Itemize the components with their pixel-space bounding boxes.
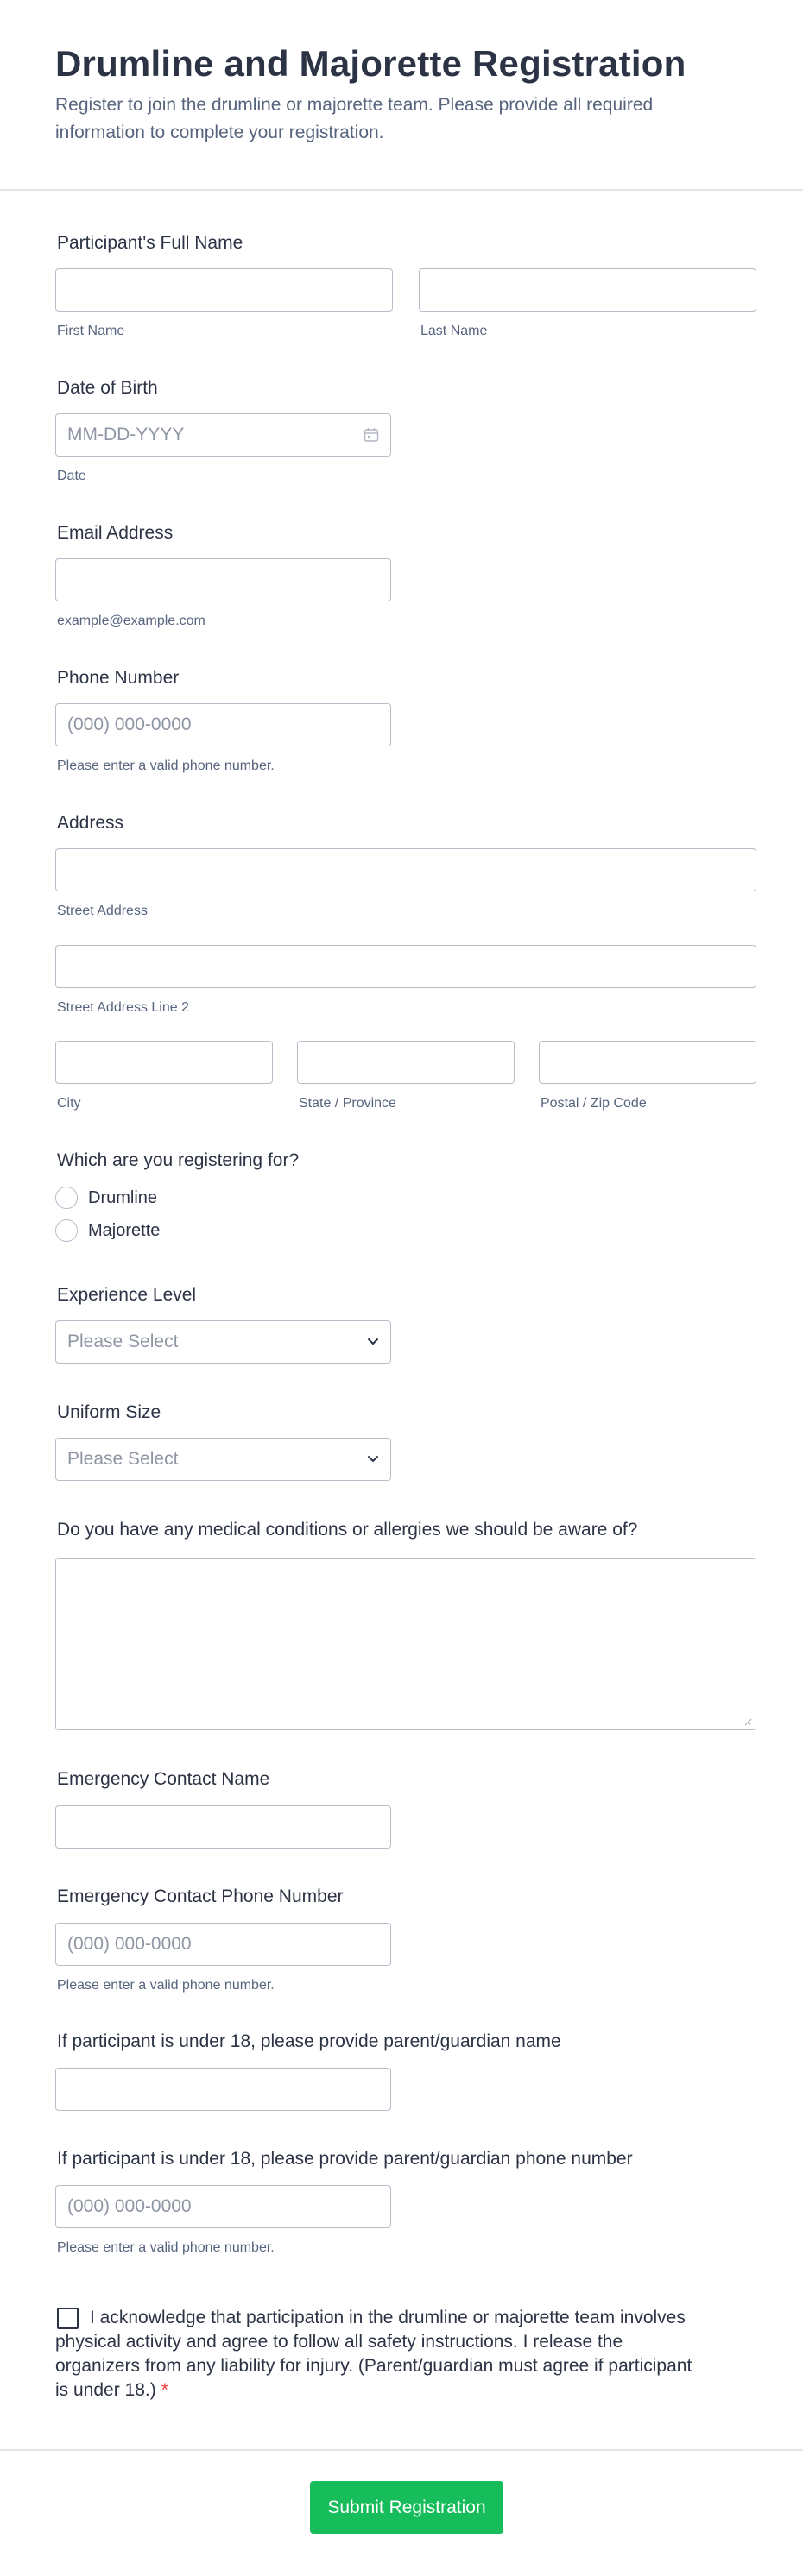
radio-label: Majorette bbox=[88, 1220, 161, 1240]
city-sublabel: City bbox=[57, 1096, 81, 1111]
medical-textarea[interactable] bbox=[55, 1558, 756, 1730]
uniform-label: Uniform Size bbox=[57, 1402, 161, 1422]
first-name-input[interactable] bbox=[55, 268, 393, 312]
guardian-phone-label: If participant is under 18, please provide parent/guardian phone number bbox=[57, 2149, 633, 2169]
phone-sublabel: Please enter a valid phone number. bbox=[57, 759, 275, 773]
dob-input[interactable] bbox=[55, 413, 391, 457]
radio-button[interactable] bbox=[55, 1219, 78, 1242]
street-address-line2-sublabel: Street Address Line 2 bbox=[57, 1000, 189, 1015]
city-input[interactable] bbox=[55, 1041, 273, 1084]
calendar-icon[interactable] bbox=[364, 427, 379, 443]
last-name-input[interactable] bbox=[419, 268, 756, 312]
dob-label: Date of Birth bbox=[57, 378, 158, 398]
state-input[interactable] bbox=[297, 1041, 515, 1084]
emergency-phone-input[interactable] bbox=[55, 1923, 391, 1966]
phone-input[interactable] bbox=[55, 703, 391, 746]
radio-option-majorette[interactable] bbox=[55, 1219, 160, 1243]
email-sublabel: example@example.com bbox=[57, 614, 205, 628]
emergency-phone-sublabel: Please enter a valid phone number. bbox=[57, 1978, 275, 1993]
acknowledgement-label: I acknowledge that participation in the drumline or majorette team involves physical activity and agree to follow all safety instructions. I release the organizers from any liability for injury. (Parent/guardian must agree if participant is under 18.) bbox=[55, 2308, 692, 2400]
required-asterisk: * bbox=[161, 2380, 168, 2400]
zip-input[interactable] bbox=[539, 1041, 756, 1084]
uniform-select[interactable] bbox=[55, 1438, 391, 1481]
chevron-down-icon bbox=[366, 1337, 380, 1347]
form-title: Drumline and Majorette Registration bbox=[55, 43, 686, 84]
resize-handle-icon[interactable] bbox=[743, 1717, 752, 1726]
radio-option-drumline[interactable] bbox=[55, 1186, 157, 1210]
phone-label: Phone Number bbox=[57, 668, 180, 688]
emergency-phone-label: Emergency Contact Phone Number bbox=[57, 1886, 344, 1906]
experience-select[interactable] bbox=[55, 1320, 391, 1364]
guardian-phone-sublabel: Please enter a valid phone number. bbox=[57, 2240, 275, 2255]
dob-sublabel: Date bbox=[57, 469, 86, 483]
email-label: Email Address bbox=[57, 523, 174, 543]
phone-placeholder: (000) 000-0000 bbox=[67, 715, 192, 734]
street-address-line2-input[interactable] bbox=[55, 945, 756, 988]
radio-label: Drumline bbox=[88, 1187, 158, 1207]
emergency-name-input[interactable] bbox=[55, 1805, 391, 1849]
zip-sublabel: Postal / Zip Code bbox=[541, 1096, 647, 1111]
state-sublabel: State / Province bbox=[299, 1096, 396, 1111]
guardian-phone-placeholder: (000) 000-0000 bbox=[67, 2196, 192, 2216]
chevron-down-icon bbox=[366, 1454, 380, 1464]
emergency-phone-placeholder: (000) 000-0000 bbox=[67, 1934, 192, 1954]
full-name-label: Participant's Full Name bbox=[57, 233, 243, 253]
emergency-name-label: Emergency Contact Name bbox=[57, 1769, 270, 1789]
last-name-sublabel: Last Name bbox=[420, 324, 488, 338]
registering-for-label: Which are you registering for? bbox=[57, 1150, 300, 1170]
form-subtitle: Register to join the drumline or majorette team. Please provide all required information to complete your registration. bbox=[55, 95, 654, 142]
uniform-selected: Please Select bbox=[67, 1449, 179, 1469]
street-address-sublabel: Street Address bbox=[57, 904, 148, 918]
form-header bbox=[0, 0, 803, 191]
experience-label: Experience Level bbox=[57, 1285, 197, 1305]
address-label: Address bbox=[57, 813, 124, 833]
acknowledgement-text bbox=[55, 2306, 694, 2403]
guardian-phone-input[interactable] bbox=[55, 2185, 391, 2228]
experience-selected: Please Select bbox=[67, 1332, 179, 1351]
email-input[interactable] bbox=[55, 558, 391, 601]
medical-label: Do you have any medical conditions or allergies we should be aware of? bbox=[57, 1520, 638, 1540]
first-name-sublabel: First Name bbox=[57, 324, 125, 338]
submit-button[interactable]: Submit Registration bbox=[310, 2481, 503, 2534]
dob-placeholder: MM-DD-YYYY bbox=[67, 425, 185, 444]
street-address-input[interactable] bbox=[55, 848, 756, 891]
guardian-name-input[interactable] bbox=[55, 2068, 391, 2111]
radio-button[interactable] bbox=[55, 1187, 78, 1209]
guardian-name-label: If participant is under 18, please provide parent/guardian name bbox=[57, 2031, 561, 2051]
